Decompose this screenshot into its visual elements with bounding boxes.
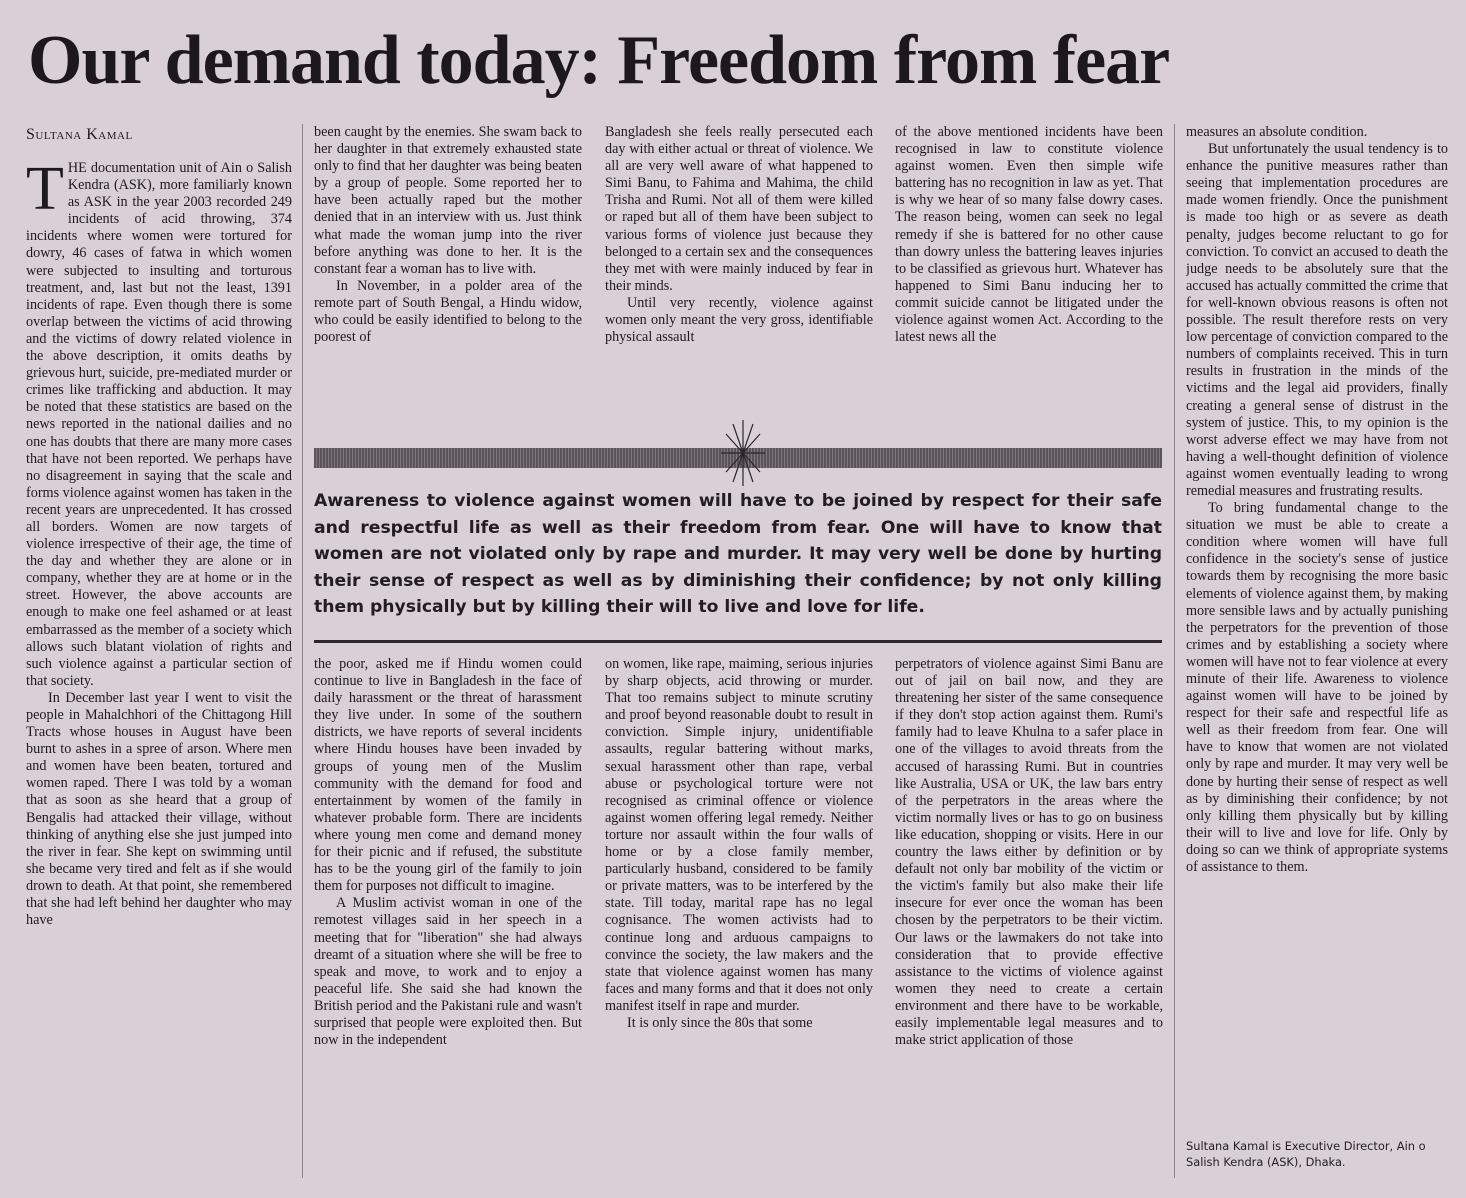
column-3-top: [605, 124, 873, 420]
column-2-top: [314, 124, 582, 420]
column-rule: [302, 124, 303, 1178]
paragraph: perpetrators of violence against Simi Banu are out of jail on bail now, and they are threatening her sister of the same consequence if they don't stop action against them. Rumi's family had to leave Khulna to a safer place in one of the villages to avoid threats from the accused of harassing Rumi. But in countries like Australia, USA or UK, the law bars entry of the perpetrators in the areas where the victim normally lives or has to go on business like education, shopping or visits. Here in our country the laws either by definition or by default not only bar mobility of the victim or the victim's family but also make their life insecure for ever once the woman has been chosen by the perpetrators to be their victim. Our laws or the lawmakers do not take into consideration that to provide effective assistance to the victims of violence against women they need to create a certain environment and there have to be workable, easily implementable legal measures and to make strict application of those: [895, 656, 1163, 1049]
paragraph: It is only since the 80s that some: [627, 1014, 813, 1031]
paragraph: been caught by the enemies. She swam back to her daughter in that extremely exhausted state only to find that her daughter was being beaten by a group of people. Some reported her to have been actually raped but the mother denied that in an interview with us. Just think what made the woman jump into the river before anything was done to her. It is the constant fear a woman has to live with.: [314, 124, 582, 277]
paragraph: To bring fundamental change to the situation we must be able to create a condition where women will have full confidence in the society's sense of justice towards them by recognising the more basic elements of violence against them, by making more sensible laws and by actually punishing the perpetrators for the prevention of those crimes and by establishing a society where women will have not to fear violence at every minute of their life. Awareness to violence against women will have to be joined by respect for their safe and respectful life as well as their freedom from fear. One will have to know that women are not violated only by rape and murder. It may very well be done by hurting their sense of respect as well as by diminishing their confidence; by not only killing them physically but by killing their will to live and love for life. Only by doing so can we think of appropriate systems of assistance to them.: [1186, 500, 1448, 876]
byline: Sultana Kamal: [26, 126, 133, 143]
column-rule: [1174, 124, 1175, 1178]
column-1: [26, 160, 292, 1180]
paragraph: Until very recently, violence against women only meant the very gross, identifiable physical assault: [605, 294, 873, 346]
paragraph: the poor, asked me if Hindu women could continue to live in Bangladesh in the face of daily harassment or the threat of harassment they live under. In some of the southern districts, we have reports of several incidents where Hindu houses have been invaded by groups of young men of the Muslim community with the demand for food and entertainment by women of the family in whatever probable form. There are incidents where young men come and demand money for their picnic and if refused, the substitute has to be the young girl of the family to join them for purposes not difficult to imagine.: [314, 656, 582, 895]
pull-quote: Awareness to violence against women will have to be joined by respect for their safe and respectful life as well as their freedom from fear. One will have to know that women are not violated only by rape and murder. It may very well be done by hurting their sense of respect as well as by diminishing their confidence; by not only killing them physically but by killing their will to live and love for life.: [314, 491, 1162, 618]
paragraph: on women, like rape, maiming, serious injuries by sharp objects, acid throwing or murder. That too remains subject to minute scrutiny and proof beyond reasonable doubt to result in conviction. Simple injury, unidentifiable assaults, regular battering without marks, sexual harassment other than rape, verbal abuse or psychological torture were not recognised as criminal offence or violence against women offering legal remedy. Neither torture nor assault within the four walls of home or by a close family member, particularly husband, considered to be family or private matters, was to be interfered by the state. Till today, marital rape has no legal cognisance. The women activists had to continue long and arduous campaigns to convince the society, the law makers and the state that violence against women has many faces and many forms and that it does not only manifest itself in rape and murder.: [605, 656, 873, 1014]
paragraph: of the above mentioned incidents have been recognised in law to constitute violence against women. Even then simple wife battering has no recognition in law as yet. That is why we hear of so many false dowry cases. The reason being, women can seek no legal remedy if she is battered for no other cause than dowry unless the battering leaves injuries to be classified as grievous hurt. Whatever has happened to Simi Banu inducing her to commit suicide cannot be litigated under the violence against women Act. According to the latest news all the: [895, 124, 1163, 346]
paragraph: Bangladesh she feels really persecuted each day with either actual or threat of violence. We all are very well aware of what happened to Simi Banu, to Fahima and Mahima, the child Trisha and Rumi. Not all of them were killed or raped but all of them have been subject to various forms of violence just because they belonged to a certain sex and the consequences they met with were mainly induced by fear in their minds.: [605, 124, 873, 294]
paragraph: THE documentation unit of Ain o Salish Kendra (ASK), more familiarly known as ASK in the year 2003 recorded 249 incidents of acid throwing, 374 incidents where women were tortured for dowry, 46 cases of fatwa in which women were subjected to insulting and torturous treatment, and, last but not the least, 1391 incidents of rape. Even though there is some overlap between the victims of acid throwing and the victims of dowry related violence in the above description, it omits deaths by grievous hurt, suicide, pre-mediated murder or crimes like trafficking and abduction. It may be noted that these statistics are based on the news reported in the national dailies and no one has doubts that there are many more cases that have not been reported. We perhaps have no disagreement in saying that the scale and forms violence against women has taken in the recent years are unprecedented. It has crossed all borders. Women are now targets of violence irrespective of their age, the time of the day and whether they are alone or in company, whether they are at home or in the street. However, the above accounts are enough to make one feel ashamed or at least embarrassed as the member of a society which allows such blatant violation of rights and such violence against a particular section of that society.: [26, 160, 292, 689]
paragraph: But unfortunately the usual tendency is to enhance the punitive measures rather than seeing that implementation procedures are made women friendly. Once the punishment is made too high or as severe as death penalty, judges become reluctant to go for conviction. To convict an accused to death the judge needs to be absolutely sure that the accused has actually committed the crime that for well-known obvious reasons is often not possible. The result therefore rests on very low percentage of conviction compared to the numbers of complaints received. This in turn results in frustration in the minds of the victims and the legal aid providers, finally creating a general sense of distrust in the system of justice. This, to my opinion is the worst adverse effect we may have from not having a well-thought definition of violence against women eventually leading to wrong remedial measures and frustrating results.: [1186, 141, 1448, 499]
pullquote-rule: [314, 640, 1162, 643]
paragraph: measures an absolute condition.: [1186, 124, 1368, 140]
paragraph: In November, in a polder area of the remote part of South Bengal, a Hindu widow, who could be easily identified to belong to the poorest of: [314, 277, 582, 346]
author-footnote: Sultana Kamal is Executive Director, Ain o Salish Kendra (ASK), Dhaka.: [1186, 1139, 1426, 1169]
column-4-top: [895, 124, 1163, 420]
column-4-bottom: [895, 656, 1163, 1176]
starburst-ornament: [718, 418, 768, 488]
column-3-bottom: [605, 656, 873, 1176]
paragraph: In December last year I went to visit the people in Mahalchhori of the Chittagong Hill Tracts whose houses in August have been burnt to ashes in a spree of arson. Where men and women have been beaten, tortured and women raped. There I was told by a woman that as soon as she heard that a group of Bengalis had attacked their village, without thinking of anything else she just jumped into the river in fear. She kept on swimming until she became very tired and felt as if she would drown to death. At that point, she remembered that she had left behind her daughter who may have: [26, 689, 292, 929]
column-5: [1186, 124, 1448, 1128]
column-2-bottom: [314, 656, 582, 1176]
drop-cap: T: [26, 160, 64, 223]
paragraph: A Muslim activist woman in one of the remotest villages said in her speech in a meeting that for "liberation" she had always dreamt of a situation where she will be free to speak and move, to work and to enjoy a peaceful life. She said she had known the British period and the Pakistani rule and wasn't surprised that people were exploited then. But now in the independent: [314, 895, 582, 1049]
headline: Our demand today: Freedom from fear: [28, 22, 1170, 99]
